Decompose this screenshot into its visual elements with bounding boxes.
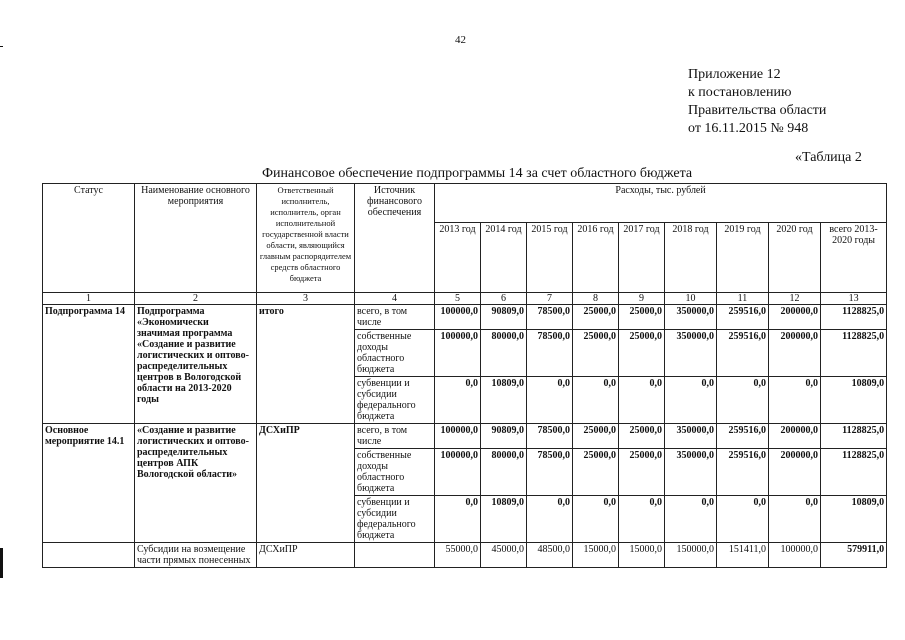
column-number: 10 xyxy=(665,293,717,305)
header-source: Источник финансового обеспечения xyxy=(355,184,435,293)
row-status: Подпрограмма 14 xyxy=(43,305,135,424)
row-name: Субсидии на возмещение части прямых понесенных xyxy=(135,543,257,568)
header-name: Наименование основного мероприятия xyxy=(135,184,257,293)
row-executor: ДСХиПР xyxy=(257,543,355,568)
column-number: 12 xyxy=(769,293,821,305)
header-year: 2014 год xyxy=(481,223,527,293)
header-year: 2013 год xyxy=(435,223,481,293)
row-name: Подпрограмма «Экономически значимая программа «Создание и развитие логистических и оптово-распределительных центров в Вологодской области на 2013-2020 годы xyxy=(135,305,257,424)
row-source: собственные доходы областного бюджета xyxy=(355,330,435,377)
row-value: 1128825,0 xyxy=(821,330,887,377)
column-number: 9 xyxy=(619,293,665,305)
row-value: 100000,0 xyxy=(435,305,481,330)
row-value: 25000,0 xyxy=(619,330,665,377)
annex-line-2: к постановлению xyxy=(688,85,792,100)
row-value: 579911,0 xyxy=(821,543,887,568)
row-value: 200000,0 xyxy=(769,330,821,377)
column-number: 6 xyxy=(481,293,527,305)
row-value: 78500,0 xyxy=(527,424,573,449)
row-value: 25000,0 xyxy=(619,449,665,496)
row-value: 0,0 xyxy=(527,496,573,543)
row-source: субвенции и субсидии федерального бюджета xyxy=(355,496,435,543)
scan-edge-mark-top xyxy=(0,46,3,47)
row-value: 100000,0 xyxy=(435,424,481,449)
row-value: 151411,0 xyxy=(717,543,769,568)
row-value: 25000,0 xyxy=(619,424,665,449)
column-number: 7 xyxy=(527,293,573,305)
row-value: 78500,0 xyxy=(527,305,573,330)
row-value: 10809,0 xyxy=(481,377,527,424)
row-value: 55000,0 xyxy=(435,543,481,568)
row-value: 0,0 xyxy=(527,377,573,424)
row-name: «Создание и развитие логистических и оптово-распределительных центров АПК Вологодской области» xyxy=(135,424,257,543)
row-value: 1128825,0 xyxy=(821,424,887,449)
row-value: 350000,0 xyxy=(665,305,717,330)
row-value: 10809,0 xyxy=(821,377,887,424)
row-value: 350000,0 xyxy=(665,330,717,377)
row-status xyxy=(43,543,135,568)
row-value: 100000,0 xyxy=(435,330,481,377)
row-value: 150000,0 xyxy=(665,543,717,568)
row-value: 0,0 xyxy=(717,496,769,543)
scan-edge-mark-bottom xyxy=(0,548,3,578)
row-source: всего, в том числе xyxy=(355,424,435,449)
row-value: 259516,0 xyxy=(717,449,769,496)
column-number: 2 xyxy=(135,293,257,305)
row-value: 0,0 xyxy=(769,496,821,543)
row-value: 200000,0 xyxy=(769,424,821,449)
header-expenses: Расходы, тыс. рублей xyxy=(435,184,887,223)
row-value: 80000,0 xyxy=(481,449,527,496)
row-value: 100000,0 xyxy=(769,543,821,568)
row-value: 0,0 xyxy=(665,377,717,424)
row-value: 200000,0 xyxy=(769,449,821,496)
table-row xyxy=(43,305,887,330)
row-value: 10809,0 xyxy=(821,496,887,543)
row-value: 259516,0 xyxy=(717,305,769,330)
header-year-total: всего 2013-2020 годы xyxy=(821,223,887,293)
row-value: 90809,0 xyxy=(481,305,527,330)
header-year: 2019 год xyxy=(717,223,769,293)
header-year: 2015 год xyxy=(527,223,573,293)
row-value: 0,0 xyxy=(619,496,665,543)
column-number: 1 xyxy=(43,293,135,305)
row-value: 350000,0 xyxy=(665,424,717,449)
header-executor: Ответственный исполнитель, исполнитель, орган исполнительной государственной власти области, являющийся главным распорядителем средств областного бюджета xyxy=(257,184,355,293)
row-value: 0,0 xyxy=(665,496,717,543)
row-executor: итого xyxy=(257,305,355,424)
table-tag: «Таблица 2 xyxy=(795,150,862,165)
row-source: собственные доходы областного бюджета xyxy=(355,449,435,496)
row-value: 0,0 xyxy=(769,377,821,424)
row-value: 48500,0 xyxy=(527,543,573,568)
header-year: 2020 год xyxy=(769,223,821,293)
row-value: 25000,0 xyxy=(573,424,619,449)
annex-line-3: Правительства области xyxy=(688,103,827,118)
row-value: 90809,0 xyxy=(481,424,527,449)
annex-line-1: Приложение 12 xyxy=(688,67,781,82)
column-number: 13 xyxy=(821,293,887,305)
page-number: 42 xyxy=(455,34,466,46)
table-row xyxy=(43,543,887,568)
row-value: 78500,0 xyxy=(527,330,573,377)
document-title: Финансовое обеспечение подпрограммы 14 за счет областного бюджета xyxy=(262,166,693,181)
header-status: Статус xyxy=(43,184,135,293)
financing-table xyxy=(42,183,887,568)
table-row xyxy=(43,424,887,449)
row-value: 350000,0 xyxy=(665,449,717,496)
row-value: 0,0 xyxy=(573,377,619,424)
row-value: 45000,0 xyxy=(481,543,527,568)
header-year: 2018 год xyxy=(665,223,717,293)
row-value: 15000,0 xyxy=(619,543,665,568)
row-value: 25000,0 xyxy=(619,305,665,330)
row-value: 259516,0 xyxy=(717,424,769,449)
row-value: 25000,0 xyxy=(573,305,619,330)
row-source: всего, в том числе xyxy=(355,305,435,330)
row-value: 25000,0 xyxy=(573,330,619,377)
row-value: 259516,0 xyxy=(717,330,769,377)
column-number-row xyxy=(43,293,887,305)
row-value: 10809,0 xyxy=(481,496,527,543)
annex-block xyxy=(688,66,826,138)
row-value: 0,0 xyxy=(435,377,481,424)
row-value: 80000,0 xyxy=(481,330,527,377)
row-source xyxy=(355,543,435,568)
row-value: 0,0 xyxy=(619,377,665,424)
row-value: 0,0 xyxy=(573,496,619,543)
column-number: 4 xyxy=(355,293,435,305)
row-value: 15000,0 xyxy=(573,543,619,568)
column-number: 8 xyxy=(573,293,619,305)
row-source: субвенции и субсидии федерального бюджета xyxy=(355,377,435,424)
row-value: 1128825,0 xyxy=(821,305,887,330)
column-number: 3 xyxy=(257,293,355,305)
row-status: Основное мероприятие 14.1 xyxy=(43,424,135,543)
column-number: 5 xyxy=(435,293,481,305)
row-value: 0,0 xyxy=(717,377,769,424)
header-year: 2016 год xyxy=(573,223,619,293)
row-value: 100000,0 xyxy=(435,449,481,496)
row-value: 200000,0 xyxy=(769,305,821,330)
row-value: 78500,0 xyxy=(527,449,573,496)
row-value: 1128825,0 xyxy=(821,449,887,496)
row-value: 0,0 xyxy=(435,496,481,543)
annex-line-4: от 16.11.2015 № 948 xyxy=(688,121,809,136)
row-executor: ДСХиПР xyxy=(257,424,355,543)
header-year: 2017 год xyxy=(619,223,665,293)
row-value: 25000,0 xyxy=(573,449,619,496)
header-row-1 xyxy=(43,184,887,223)
column-number: 11 xyxy=(717,293,769,305)
